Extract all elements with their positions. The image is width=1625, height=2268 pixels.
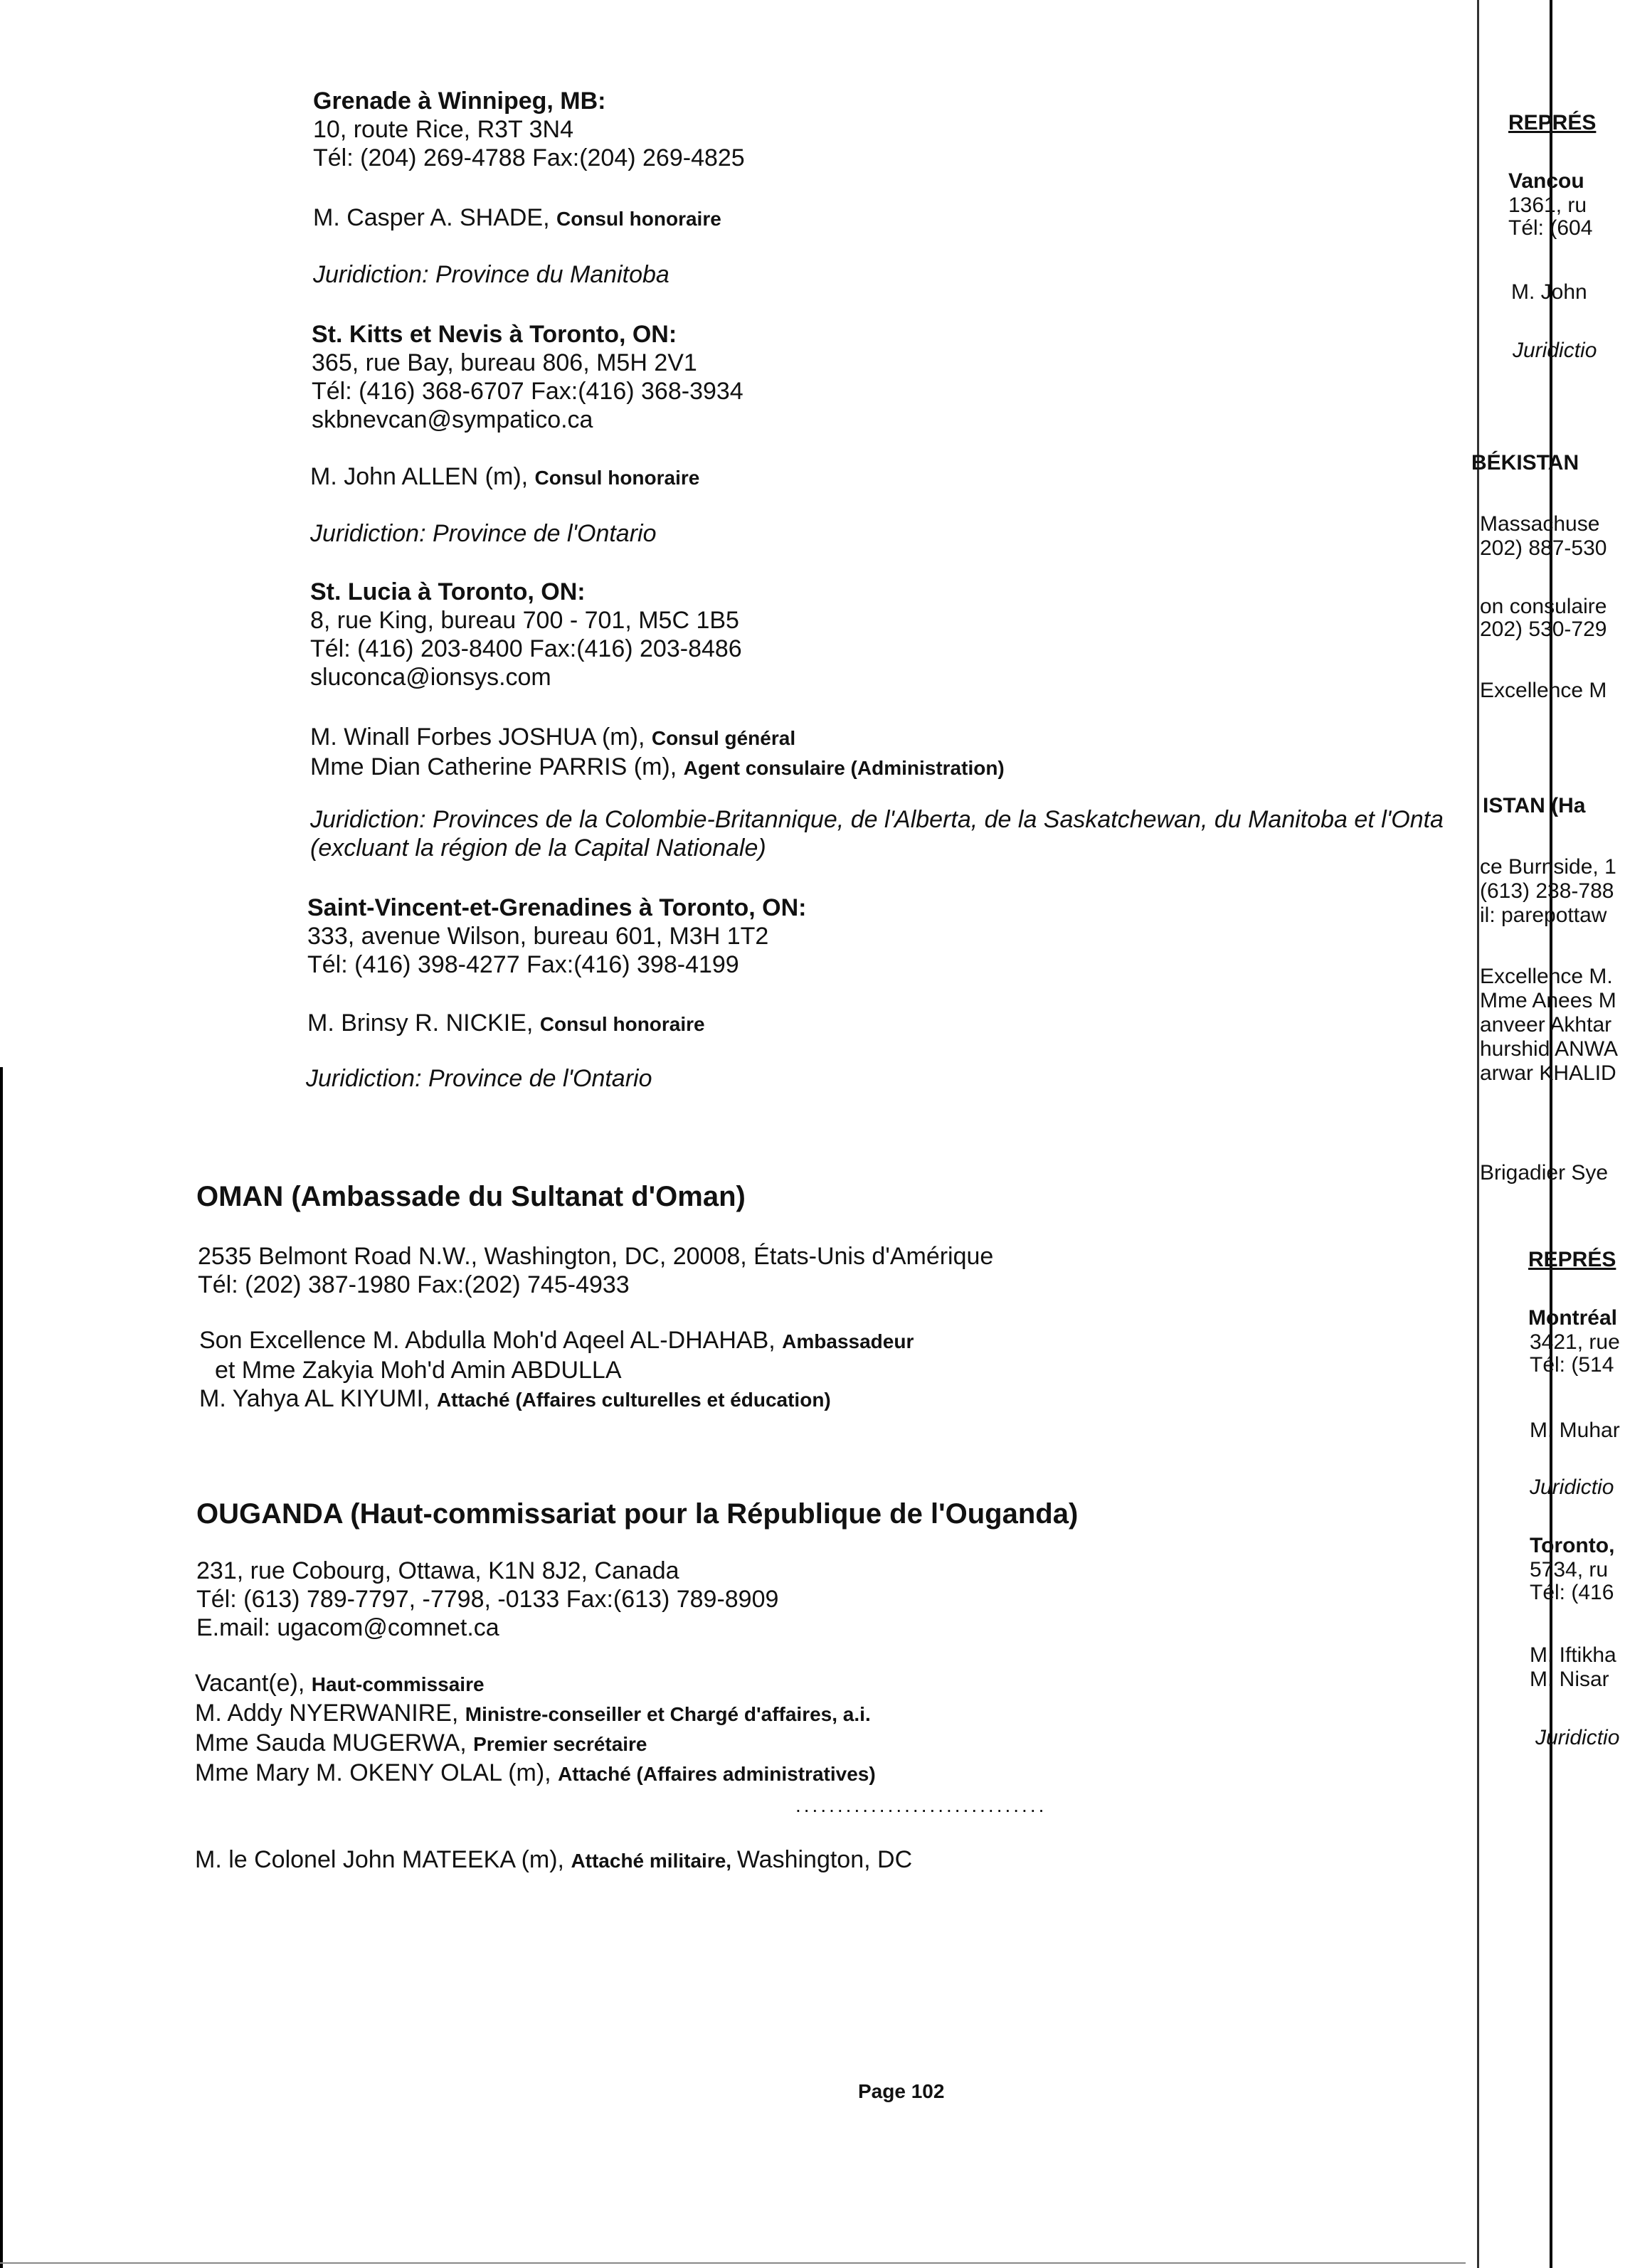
fragment: ISTAN (Ha bbox=[1483, 794, 1586, 817]
ouganda-person-2 bbox=[195, 1699, 876, 1729]
fragment: M. Iftikha bbox=[1530, 1643, 1616, 1667]
fragment: Tél: (416 bbox=[1530, 1581, 1614, 1604]
person-suffix: Washington, DC bbox=[736, 1846, 913, 1873]
oman-contact bbox=[198, 1242, 993, 1299]
person-title: Ministre-conseiller et Chargé d'affaires, a.i. bbox=[465, 1703, 871, 1725]
fragment: Toronto, bbox=[1530, 1534, 1615, 1557]
fragment: (613) 238-788 bbox=[1480, 879, 1614, 903]
stkitts-heading: St. Kitts et Nevis à Toronto, ON: bbox=[312, 321, 677, 348]
scan-left-edge bbox=[0, 1067, 3, 2268]
stlucia-jurisdiction bbox=[310, 805, 1466, 862]
ouganda-person-1 bbox=[195, 1669, 876, 1699]
fragment: Juridictio bbox=[1513, 339, 1597, 362]
ouganda-people bbox=[195, 1669, 876, 1789]
person-title: Attaché militaire, bbox=[571, 1850, 737, 1872]
ouganda-person-4 bbox=[195, 1759, 876, 1789]
fragment: 202) 530-729 bbox=[1480, 618, 1607, 641]
stlucia-jurisdiction-line-1: Juridiction: Provinces de la Colombie-Britannique, de l'Alberta, de la Saskatchewan, du Manitoba et l'Onta bbox=[310, 806, 1444, 833]
person-name: Mme Sauda MUGERWA, bbox=[195, 1729, 474, 1756]
fragment: on consulaire bbox=[1480, 595, 1607, 618]
person-title: Attaché (Affaires culturelles et éducation) bbox=[436, 1389, 831, 1411]
person-name: M. Casper A. SHADE, bbox=[313, 204, 556, 231]
person-name: Vacant(e), bbox=[195, 1670, 312, 1697]
stlucia-email: sluconca@ionsys.com bbox=[310, 664, 551, 691]
person-name: M. le Colonel John MATEEKA (m), bbox=[195, 1846, 571, 1873]
stlucia-address: 8, rue King, bureau 700 - 701, M5C 1B5 bbox=[310, 607, 739, 634]
oman-heading: OMAN (Ambassade du Sultanat d'Oman) bbox=[196, 1181, 746, 1212]
person-title: Consul honoraire bbox=[539, 1013, 705, 1035]
person-name: M. Yahya AL KIYUMI, bbox=[199, 1385, 437, 1412]
stvincent-block bbox=[307, 894, 806, 979]
stlucia-person-2 bbox=[310, 753, 1005, 783]
grenade-person bbox=[313, 203, 721, 233]
stlucia-jurisdiction-line-2: (excluant la région de la Capital Nationale) bbox=[310, 834, 766, 862]
fragment: 3421, rue bbox=[1530, 1330, 1620, 1354]
ouganda-contact bbox=[196, 1557, 778, 1642]
oman-person-2 bbox=[199, 1384, 914, 1414]
oman-address: 2535 Belmont Road N.W., Washington, DC, 20008, États-Unis d'Amérique bbox=[198, 1243, 994, 1270]
stkitts-jurisdiction: Juridiction: Province de l'Ontario bbox=[310, 520, 657, 547]
fragment: Excellence M bbox=[1480, 679, 1607, 702]
fragment: anveer Akhtar bbox=[1480, 1013, 1612, 1037]
fragment: Mme Anees M bbox=[1480, 989, 1616, 1012]
stvincent-heading: Saint-Vincent-et-Grenadines à Toronto, ON: bbox=[307, 894, 807, 921]
stkitts-block bbox=[312, 320, 743, 434]
fragment: Juridictio bbox=[1530, 1475, 1614, 1499]
fragment: ce Burnside, 1 bbox=[1480, 855, 1616, 879]
person-title: Attaché (Affaires administratives) bbox=[558, 1763, 876, 1785]
fragment: Massachuse bbox=[1480, 512, 1600, 536]
person-title: Consul honoraire bbox=[556, 208, 721, 230]
fragment: 1361, ru bbox=[1508, 194, 1587, 217]
adjacent-page-sliver bbox=[1466, 0, 1625, 2268]
fragment: M. John bbox=[1511, 280, 1587, 304]
ouganda-heading: OUGANDA (Haut-commissariat pour la République de l'Ouganda) bbox=[196, 1498, 1079, 1530]
fragment: Montréal bbox=[1528, 1306, 1618, 1330]
stkitts-person bbox=[310, 462, 699, 492]
person-name: M. Addy NYERWANIRE, bbox=[195, 1700, 465, 1727]
fragment: BÉKISTAN bbox=[1471, 451, 1579, 475]
fragment: M. Nisar bbox=[1530, 1668, 1609, 1691]
stlucia-heading: St. Lucia à Toronto, ON: bbox=[310, 578, 586, 605]
person-name: Mme Mary M. OKENY OLAL (m), bbox=[195, 1759, 559, 1786]
grenade-block bbox=[313, 87, 745, 172]
stkitts-phone: Tél: (416) 368-6707 Fax:(416) 368-3934 bbox=[312, 378, 743, 405]
fragment: Excellence M. bbox=[1480, 965, 1613, 988]
grenade-phone: Tél: (204) 269-4788 Fax:(204) 269-4825 bbox=[313, 144, 745, 171]
stlucia-people bbox=[310, 723, 1005, 783]
fragment: 202) 887-530 bbox=[1480, 536, 1607, 560]
scan-bottom-edge bbox=[0, 2262, 1466, 2264]
oman-person-1-spouse: et Mme Zakyia Moh'd Amin ABDULLA bbox=[215, 1357, 622, 1384]
grenade-address: 10, route Rice, R3T 3N4 bbox=[313, 116, 573, 143]
grenade-heading: Grenade à Winnipeg, MB: bbox=[313, 88, 606, 115]
fragment: REPRÉS bbox=[1508, 111, 1597, 134]
ouganda-phone: Tél: (613) 789-7797, -7798, -0133 Fax:(613) 789-8909 bbox=[196, 1586, 779, 1613]
stkitts-email: skbnevcan@sympatico.ca bbox=[312, 406, 593, 433]
person-title: Premier secrétaire bbox=[473, 1733, 647, 1755]
ouganda-separator: .............................. bbox=[795, 1794, 1047, 1816]
oman-person-1 bbox=[199, 1326, 914, 1356]
oman-phone: Tél: (202) 387-1980 Fax:(202) 745-4933 bbox=[198, 1271, 630, 1298]
fragment: Tél: (514 bbox=[1530, 1353, 1614, 1377]
stvincent-jurisdiction: Juridiction: Province de l'Ontario bbox=[306, 1065, 652, 1092]
stlucia-phone: Tél: (416) 203-8400 Fax:(416) 203-8486 bbox=[310, 635, 742, 662]
person-title: Ambassadeur bbox=[782, 1330, 914, 1352]
fragment: 5734, ru bbox=[1530, 1558, 1609, 1581]
fragment: Vancou bbox=[1508, 169, 1584, 193]
person-title: Consul honoraire bbox=[534, 467, 700, 489]
stvincent-address: 333, avenue Wilson, bureau 601, M3H 1T2 bbox=[307, 923, 769, 950]
ouganda-email: E.mail: ugacom@comnet.ca bbox=[196, 1614, 499, 1641]
person-name: M. John ALLEN (m), bbox=[310, 463, 535, 490]
person-title: Haut-commissaire bbox=[311, 1673, 485, 1695]
fragment: Tél: (604 bbox=[1508, 216, 1593, 240]
ouganda-person-5 bbox=[195, 1845, 912, 1875]
ouganda-address: 231, rue Cobourg, Ottawa, K1N 8J2, Canada bbox=[196, 1557, 679, 1584]
fragment: arwar KHALID bbox=[1480, 1061, 1616, 1085]
oman-people bbox=[199, 1326, 914, 1414]
fragment: hurshid ANWA bbox=[1480, 1037, 1618, 1061]
person-name: M. Winall Forbes JOSHUA (m), bbox=[310, 724, 652, 751]
stkitts-address: 365, rue Bay, bureau 806, M5H 2V1 bbox=[312, 349, 697, 376]
fragment: Juridictio bbox=[1535, 1726, 1620, 1749]
fragment: il: parepottaw bbox=[1480, 904, 1607, 927]
fragment: REPRÉS bbox=[1528, 1248, 1616, 1271]
page-number: Page 102 bbox=[858, 2080, 945, 2102]
person-name: Son Excellence M. Abdulla Moh'd Aqeel AL-DHAHAB, bbox=[199, 1327, 783, 1354]
stvincent-phone: Tél: (416) 398-4277 Fax:(416) 398-4199 bbox=[307, 951, 739, 978]
person-title: Consul général bbox=[651, 727, 796, 749]
stlucia-person-1 bbox=[310, 723, 1005, 753]
person-title: Agent consulaire (Administration) bbox=[683, 757, 1005, 779]
stlucia-block bbox=[310, 578, 742, 691]
person-name: M. Brinsy R. NICKIE, bbox=[307, 1010, 540, 1037]
ouganda-person-3 bbox=[195, 1729, 876, 1759]
fragment: Brigadier Sye bbox=[1480, 1161, 1609, 1185]
stvincent-person bbox=[307, 1009, 705, 1039]
fragment: M. Muhar bbox=[1530, 1419, 1620, 1442]
person-name: Mme Dian Catherine PARRIS (m), bbox=[310, 753, 684, 780]
grenade-jurisdiction: Juridiction: Province du Manitoba bbox=[313, 261, 669, 288]
